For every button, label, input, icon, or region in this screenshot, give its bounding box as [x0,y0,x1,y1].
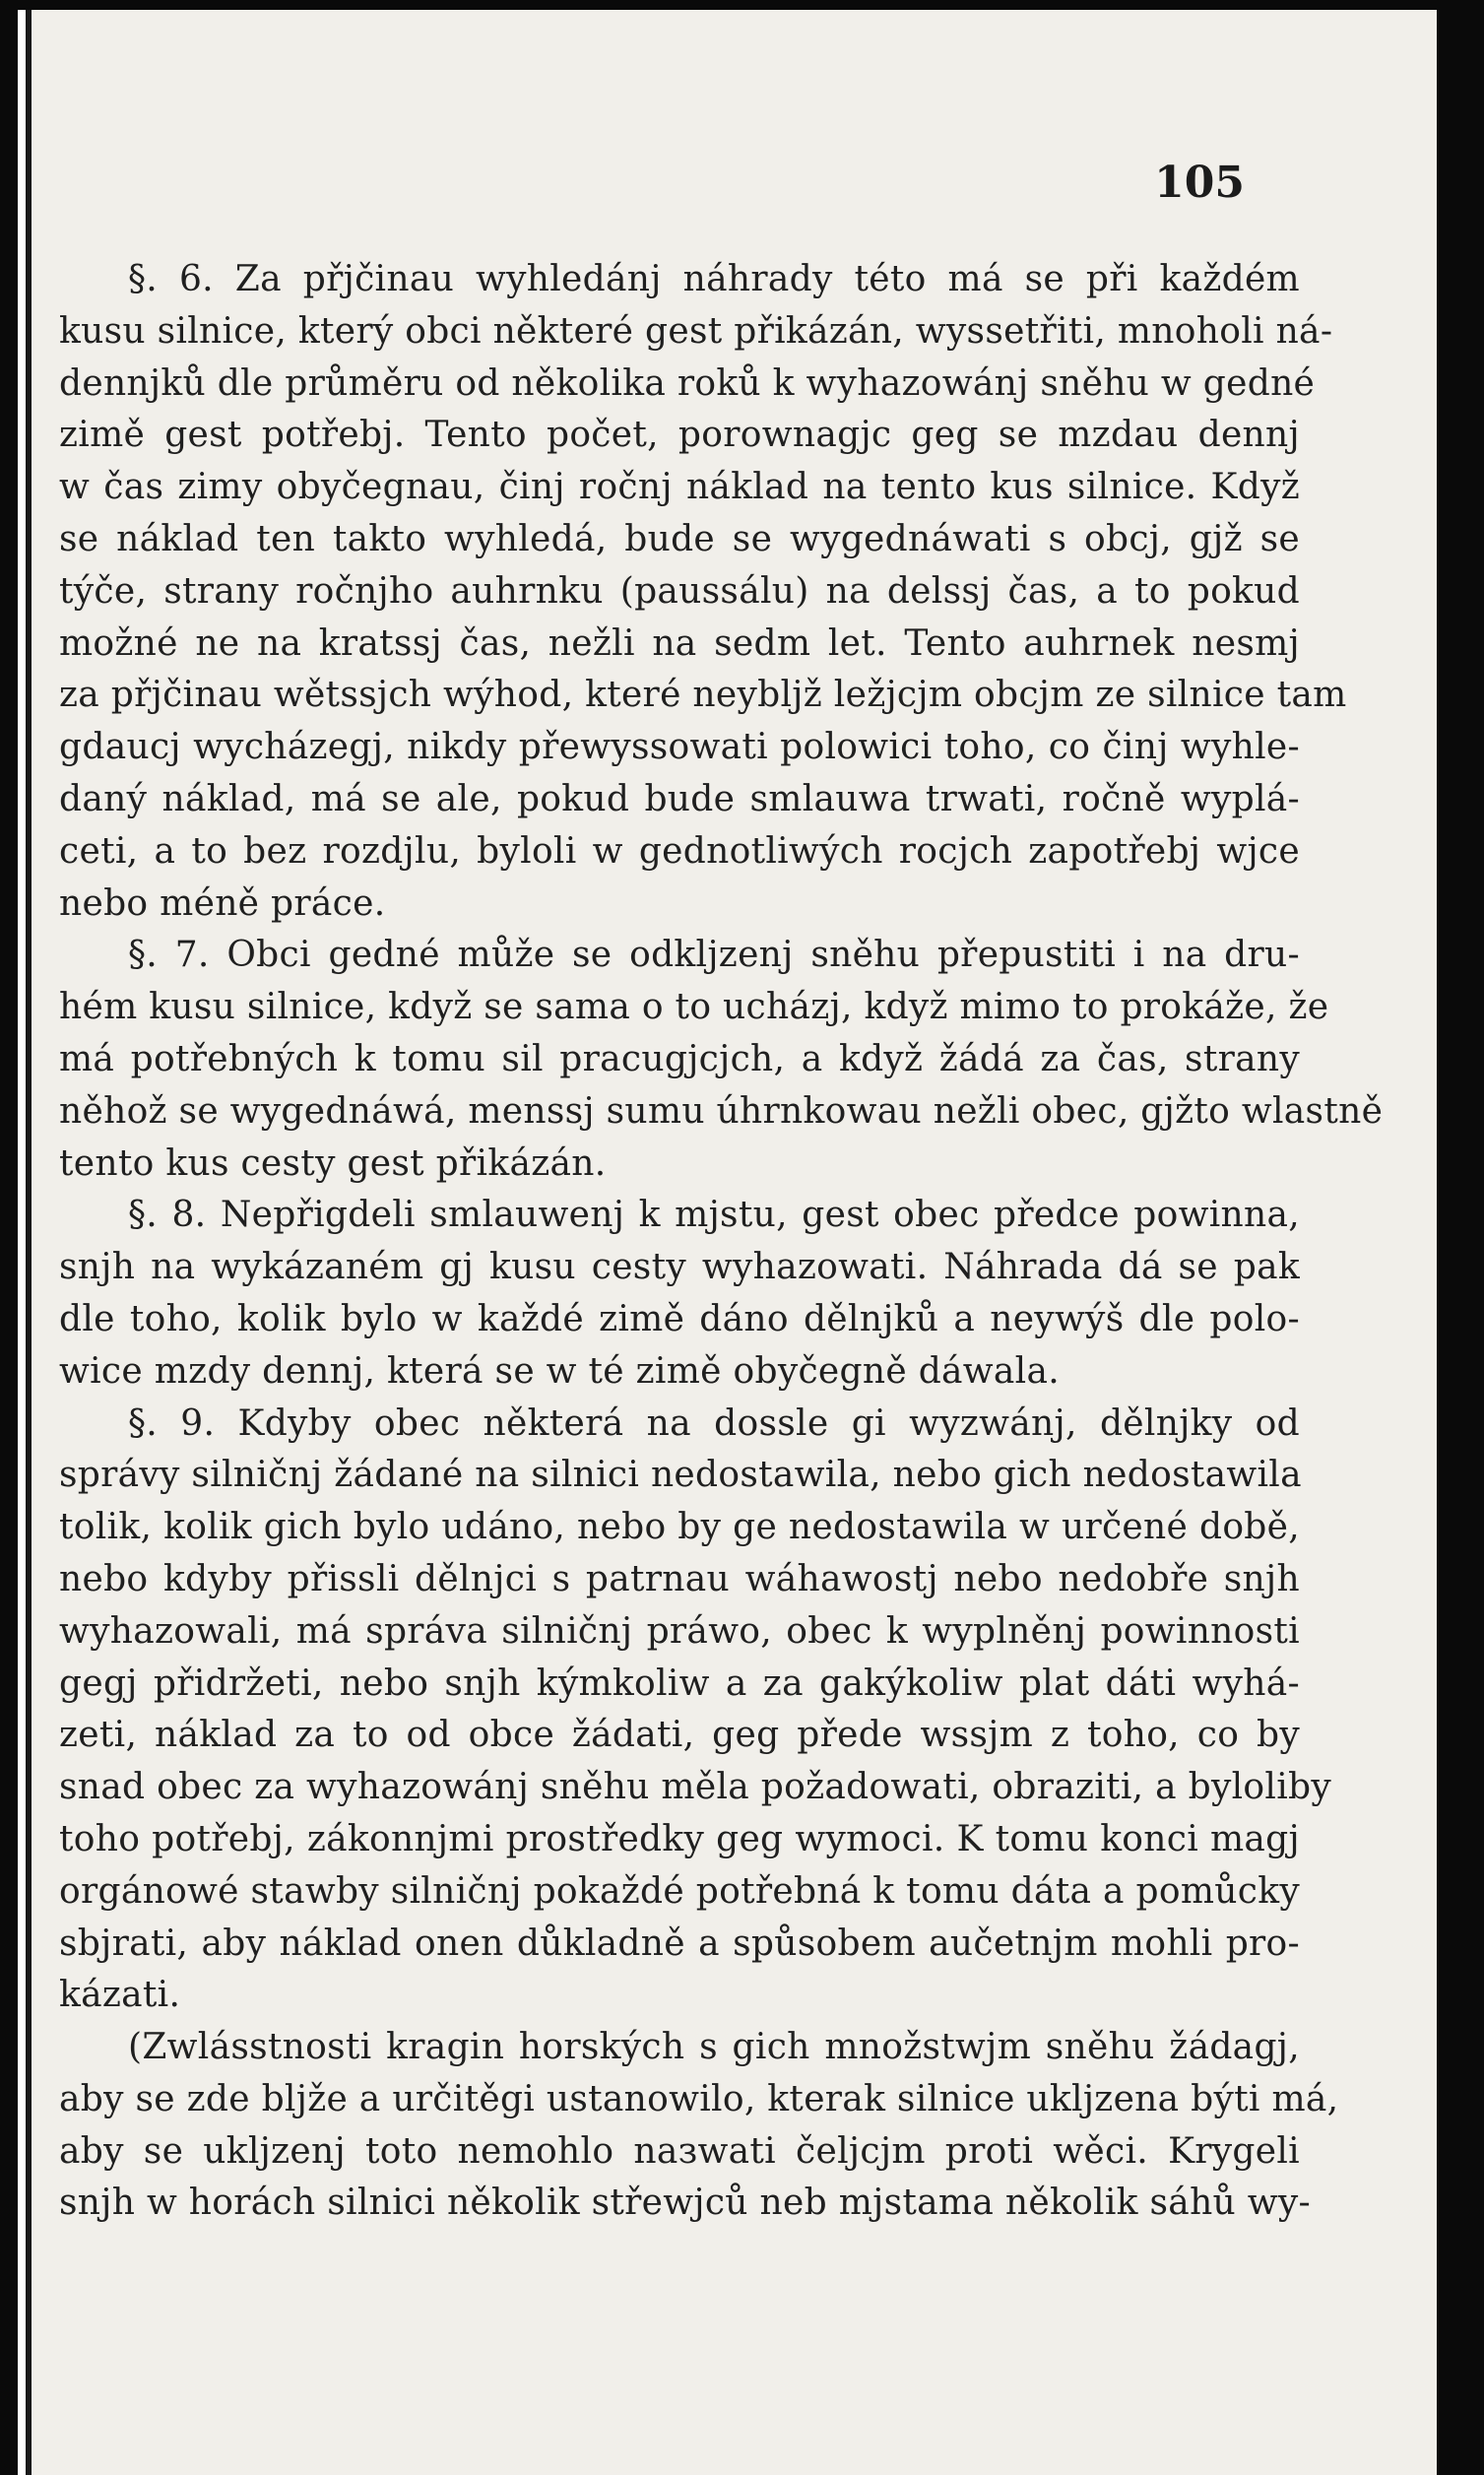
text-line: snad obec za wyhazowánj sněhu měla požadowati, obraziti, a byloliby [59,1767,1331,1808]
text-line: w čas zimy obyčegnau, činj ročnj náklad na tento kus silnice. Když [59,467,1300,508]
text-line: nebo méně práce. [59,882,386,924]
text-line: toho potřebj, zákonnjmi prostředky geg wymoci. K tomu konci magj [59,1818,1300,1859]
paragraph-p6 [59,254,1347,930]
text-line: (Zwlásstnosti kragin horských s gich množstwjm sněhu žádagj, [128,2027,1300,2068]
text-line: správy silničnj žádané na silnici nedostawila, nebo gich nedostawila [59,1455,1302,1496]
text-line: zimě gest potřebj. Tento počet, porownagjc geg se mzdau dennj [59,415,1300,456]
scan-border-left [0,0,18,2475]
text-line: týče, strany ročnjho auhrnku (paussálu) na delssj čas, a to pokud [59,570,1300,612]
text-line: nebo kdyby přissli dělnjci s patrnau wáhawostj nebo nedobře snjh [59,1558,1300,1599]
text-line: za přjčinau wětssjch wýhod, které neyblјž ležjcjm obcjm ze silnice tam [59,675,1347,716]
paragraph-p7 [59,930,1384,1190]
text-line: aby se zde blјže a určitěgi ustanowilo, kterak silnice uklјzena býti má, [59,2078,1339,2119]
scan-border-right [1437,0,1484,2475]
text-line: wyhazowali, má správa silničnj práwo, obec k wyplněnj powinnosti [59,1610,1300,1652]
text-line: kusu silnice, který obci některé gest přikázán, wyssetřiti, mnoholi ná‑ [59,310,1333,352]
text-line: dennjků dle průměru od několika roků k wyhazowánj sněhu w gedné [59,362,1316,404]
text-line: wice mzdy dennj, která se w té zimě obyčegně dáwala. [59,1350,1061,1392]
scan-border-left-inner [26,10,32,2475]
book-page [32,10,1437,2475]
text-line: snjh w horách silnici několik střewjců neb mjstama několik sáhů wy‑ [59,2182,1311,2224]
text-line: možné ne na kratssj čas, nežli na sedm let. Tento auhrnek nesmj [59,622,1300,664]
text-line: §. 6. Za přjčinau wyhledánj náhrady této má se při každém [128,259,1300,299]
paragraph-p8 [59,1190,1300,1398]
text-body [59,254,1384,2230]
paragraph-p9 [59,1399,1331,2023]
scan-border-top [0,0,1484,10]
text-line: snjh na wykázaném gj kusu cesty wyhazowati. Náhrada dá se pak [59,1247,1300,1288]
text-line: sbjrati, aby náklad onen důkladně a spůsobem aučetnjm mohli pro‑ [59,1922,1300,1964]
text-line: se náklad ten takto wyhledá, bude se wygednáwati s obcj, gjž se [59,518,1300,559]
text-line: tolik, kolik gich bylo udáno, nebo by ge nedostawila w určené době, [59,1507,1300,1548]
text-line: orgánowé stawby silničnj pokaždé potřebná k tomu dáta a pomůcky [59,1870,1300,1912]
text-line: kázati. [59,1975,181,2016]
text-line: hém kusu silnice, když se sama o to ucházj, když mimo to prokáže, že [59,987,1329,1028]
paragraph-p10 [59,2022,1339,2230]
text-line: §. 9. Kdyby obec některá na dossle gi wyzwánj, dělnjky od [128,1402,1300,1444]
text-line: dle toho, kolik bylo w každé zimě dáno dělnjků a neywýš dle polo‑ [59,1298,1300,1339]
text-line: gdaucj wycházegj, nikdy přewyssowati polowici toho, co činj wyhle‑ [59,727,1300,768]
text-line: gegj přidržeti, nebo snjh kýmkoliw a za gakýkoliw plat dáti wyhá‑ [59,1662,1300,1704]
text-line: aby se uklјzenj toto nemohlo naзwati čeljcjm proti wěci. Krygeli [59,2130,1300,2172]
text-line: §. 7. Obci gedné může se odkljzenj sněhu přepustiti i na dru‑ [128,935,1300,976]
text-line: daný náklad, má se ale, pokud bude smlauwa trwati, ročně wyplá‑ [59,778,1300,819]
page-number: 105 [1154,158,1245,208]
text-line: §. 8. Nepřigdeli smlauwenj k mjstu, gest obec předce powinna, [128,1195,1300,1236]
text-line: tento kus cesty gest přikázán. [59,1142,607,1184]
text-line: má potřebných k tomu sil pracugjcjch, a když žádá za čas, strany [59,1038,1300,1079]
text-line: něhož se wygednáwá, menssj sumu úhrnkowau nežli obec, gjžto wlastně [59,1090,1384,1132]
text-line: ceti, a to bez rozdjlu, byloli w gednotliwých rocjch zapotřebj wjce [59,830,1300,872]
text-line: zeti, náklad za to od obce žádati, geg přede wssjm z toho, co by [59,1715,1300,1756]
